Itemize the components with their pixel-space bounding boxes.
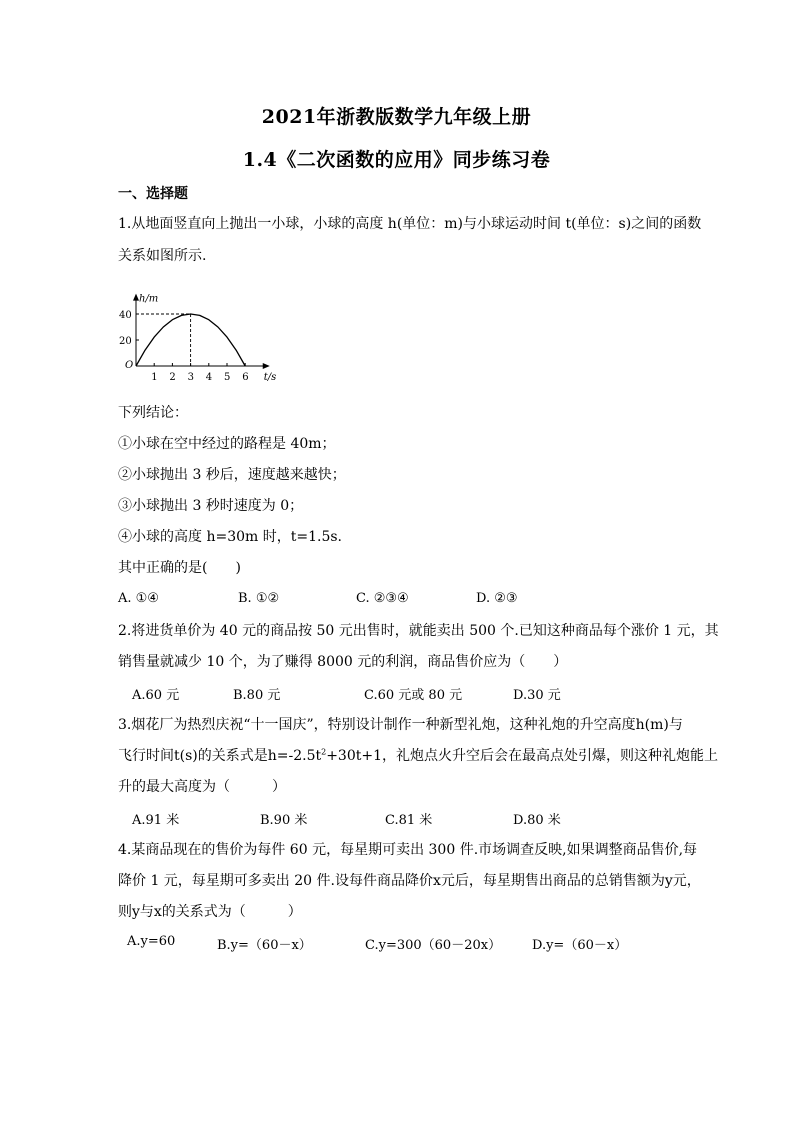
- q1-option-c[interactable]: C. ②③④: [356, 591, 409, 606]
- q2-line1: 2.将进货单价为 40 元的商品按 50 元出售时，就能卖出 500 个.已知这种商品每个涨价 1 元，其: [118, 623, 719, 639]
- page-subtitle: 1.4《二次函数的应用》同步练习卷: [242, 149, 551, 171]
- q1-question: 其中正确的是( ): [118, 560, 241, 576]
- page-title: 2021年浙教版数学九年级上册: [261, 106, 532, 128]
- q3-formula-pre: 飞行时间t(s)的关系式是h=-2.5t: [118, 748, 322, 764]
- q1-conclusion-4: ④小球的高度 h=30m 时，t=1.5s.: [118, 529, 342, 545]
- q4-option-b[interactable]: B.y=（60－x）: [217, 938, 312, 953]
- x-tick-label: 4: [205, 372, 213, 383]
- q2-option-c[interactable]: C.60 元或 80 元: [364, 688, 463, 703]
- q3-option-c[interactable]: C.81 米: [385, 813, 433, 828]
- height-time-chart: [116, 280, 276, 386]
- x-tick-label: 1: [151, 372, 158, 383]
- y-tick-label: 40: [119, 310, 132, 321]
- q1-option-d[interactable]: D. ②③: [476, 591, 518, 606]
- q4-option-c[interactable]: C.y=300（60－20x）: [365, 938, 502, 953]
- x-tick-label: 3: [187, 372, 194, 383]
- q3-line1: 3.烟花厂为热烈庆祝“十一国庆”，特别设计制作一种新型礼炮，这种礼炮的升空高度h(m)与: [118, 717, 683, 733]
- q3-option-b[interactable]: B.90 米: [260, 813, 308, 828]
- x-tick-label: 2: [169, 372, 176, 383]
- q3-option-d[interactable]: D.80 米: [513, 813, 561, 828]
- q3-formula-post: +30t+1，礼炮点火升空后会在最高点处引爆，则这种礼炮能上: [326, 748, 719, 764]
- q3-line3: 升的最大高度为（ ）: [118, 779, 286, 795]
- q1-option-b[interactable]: B. ①②: [238, 591, 280, 606]
- origin-label: O: [125, 360, 134, 371]
- q1-conclusion-intro: 下列结论：: [118, 405, 188, 421]
- q4-line1: 4.某商品现在的售价为每件 60 元，每星期可卖出 300 件.市场调查反映,如果调整商品售价,每: [118, 842, 698, 858]
- q1-option-a[interactable]: A. ①④: [118, 591, 159, 606]
- q2-option-d[interactable]: D.30 元: [513, 688, 561, 703]
- q1-conclusion-3: ③小球抛出 3 秒时速度为 0；: [118, 498, 304, 514]
- q3-formula-exponent: 2: [321, 747, 327, 757]
- q4-option-d[interactable]: D.y=（60－x）: [532, 938, 628, 953]
- q1-conclusion-1: ①小球在空中经过的路程是 40m；: [118, 436, 336, 452]
- x-tick-label: 6: [242, 372, 249, 383]
- q4-line2: 降价 1 元，每星期可多卖出 20 件.设每件商品降价x元后，每星期售出商品的总销售额为y元，: [118, 873, 701, 889]
- q1-line1: 1.从地面竖直向上抛出一小球，小球的高度 h(单位：m)与小球运动时间 t(单位：s)之间的函数: [118, 216, 702, 232]
- q1-conclusion-2: ②小球抛出 3 秒后，速度越来越快；: [118, 467, 346, 483]
- x-tick-label: 5: [224, 372, 231, 383]
- q2-option-b[interactable]: B.80 元: [233, 688, 281, 703]
- x-axis-label: t/s: [263, 372, 276, 383]
- y-axis-label: h/m: [139, 293, 159, 305]
- q2-line2: 销售量就减少 10 个，为了赚得 8000 元的利润，商品售价应为（ ）: [118, 654, 568, 670]
- q3-option-a[interactable]: A.91 米: [132, 813, 180, 828]
- q1-line2: 关系如图所示.: [118, 248, 207, 264]
- y-tick-label: 20: [119, 336, 132, 347]
- q2-option-a[interactable]: A.60 元: [132, 688, 180, 703]
- q4-option-a[interactable]: A.y=60: [127, 934, 176, 949]
- parabola-figure: [116, 280, 276, 386]
- x-axis-arrow: [263, 363, 270, 369]
- section-heading: 一、选择题: [118, 186, 188, 202]
- q3-line2: [118, 746, 718, 766]
- q4-line3: 则y与x的关系式为（ ）: [118, 904, 302, 920]
